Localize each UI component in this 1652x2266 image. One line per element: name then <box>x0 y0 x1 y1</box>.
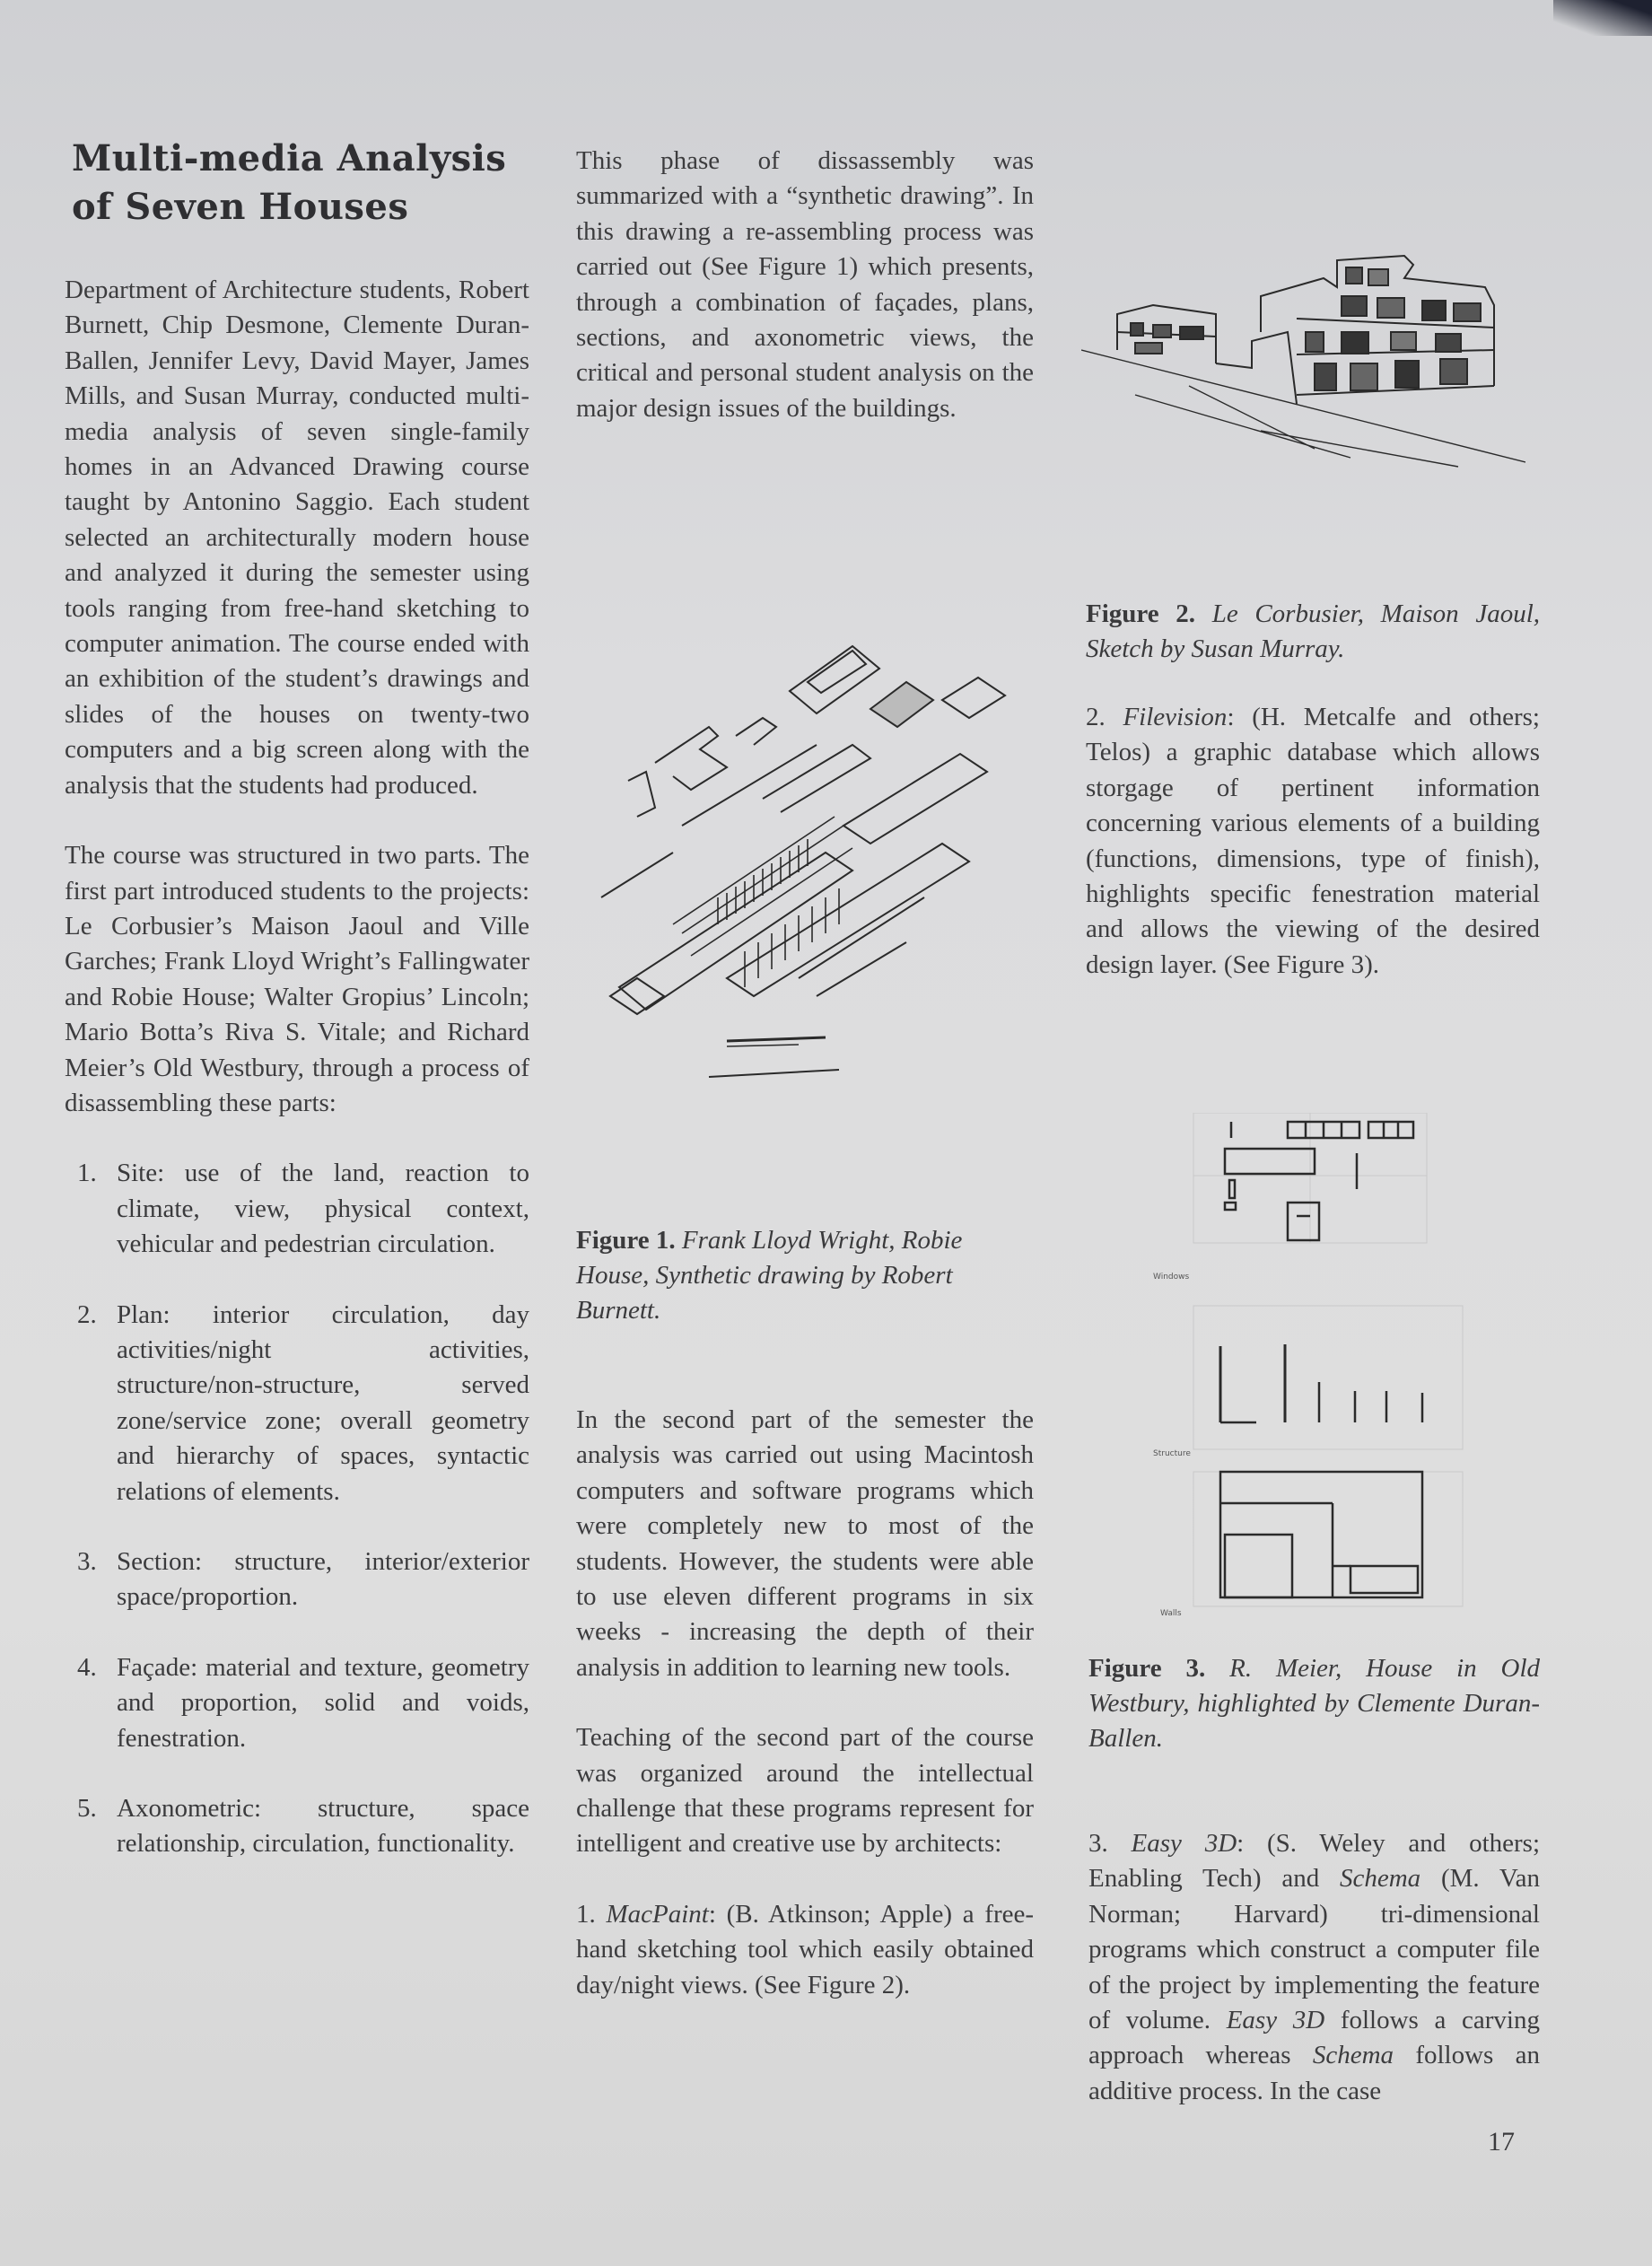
figure-3-caption <box>1088 1651 1540 1756</box>
title-line-2: of Seven Houses <box>72 186 409 228</box>
walls-layer-label: Walls <box>1160 1609 1182 1618</box>
structure-layer-label: Structure <box>1153 1449 1191 1458</box>
figure-1-axonometric-drawing <box>583 601 1014 1104</box>
middle-column-lower <box>576 1403 1034 2003</box>
figure-1-caption <box>576 1223 1034 1328</box>
figure-2-caption-text: Le Corbusier, Maison Jaoul, Sketch by Susan Murray. <box>1086 599 1540 663</box>
list-item: 2. Plan: interior circulation, day activities/night activities, structure/non-structure, served zone/service zone; overall geometry and hierarchy of spaces, syntactic relations of elements. <box>77 1299 529 1506</box>
middle-column <box>576 144 1034 426</box>
right-column-lower <box>1088 1826 1540 2109</box>
analysis-list <box>65 1156 529 1862</box>
figure-2-caption <box>1086 597 1540 667</box>
macpaint-paragraph: 1. MacPaint: (B. Atkinson; Apple) a free-hand sketching tool which easily obtained day/night views. (See Figure 2). <box>576 1899 1035 1999</box>
title-line-1: Multi-media Analysis <box>72 137 507 179</box>
figure-2-label: Figure 2. <box>1086 599 1196 628</box>
figure-1-caption-text: Frank Lloyd Wright, Robie House, Synthetic drawing by Robert Burnett. <box>576 1226 963 1325</box>
left-column <box>65 135 529 1897</box>
structure-paragraph: The course was structured in two parts. The first part introduced students to the projects: Le Corbusier’s Maison Jaoul and Ville Garches; Frank Lloyd Wright’s Fallingwater and Robie House; Walter Gropius’ Lincoln; Mario Botta’s Riva S. Vitale; and Richard Meier’s Old Westbury, through a process of disassembling these parts: <box>65 841 529 1117</box>
filevision-paragraph: 2. Filevision: (H. Metcalfe and others; Telos) a graphic database which allows storgage of pertinent information concerning various elements of a building (functions, dimensions, type of finish), highlights specific fenestration material and allows the viewing of the desired design layer. (See Figure 3). <box>1086 703 1540 979</box>
list-item: 4. Façade: material and texture, geometry and proportion, solid and voids, fenestration. <box>77 1652 529 1753</box>
list-item: 3. Section: structure, interior/exterior space/proportion. <box>77 1547 529 1612</box>
scan-corner-shadow <box>1553 0 1652 36</box>
figure-1-label: Figure 1. <box>576 1226 676 1255</box>
right-column-upper <box>1086 700 1540 983</box>
figure-3-layer-drawings <box>1149 1113 1481 1615</box>
second-part-paragraph: In the second part of the semester the analysis was carried out using Macintosh computers and software programs which were completely new to most of the students. However, the students were able to use eleven different programs in six weeks - increasing the depth of their analysis in addition to learning new tools. <box>576 1405 1034 1682</box>
easy3d-paragraph: 3. Easy 3D: (S. Weley and others; Enabling Tech) and Schema (M. Van Norman; Harvard) tri-dimensional programs which construct a computer file of the project by implementing the feature of volume. Easy 3D follows a carving approach whereas Schema follows an additive process. In the case <box>1088 1829 1541 2105</box>
page-number: 17 <box>1488 2127 1515 2157</box>
teaching-paragraph: Teaching of the second part of the course was organized around the intellectual challenge that these programs represent for intelligent and creative use by architects: <box>576 1723 1034 1859</box>
windows-layer-label: Windows <box>1153 1273 1190 1282</box>
article-title <box>72 135 529 232</box>
figure-3-label: Figure 3. <box>1088 1654 1206 1683</box>
intro-paragraph: Department of Architecture students, Robert Burnett, Chip Desmone, Clemente Duran-Ballen, Jennifer Levy, David Mayer, James Mills, and Susan Murray, conducted multi-media analysis of seven single-family homes in an Advanced Drawing course taught by Antonino Saggio. Each student selected an architecturally modern house and analyzed it during the semester using tools ranging from free-hand sketching to computer animation. The course ended with an exhibition of the student’s drawings and slides of the houses on twenty-two computers and a big screen along with the analysis that the students had produced. <box>65 276 529 800</box>
list-item: 1. Site: use of the land, reaction to climate, view, physical context, vehicular and pedestrian circulation. <box>77 1159 529 1259</box>
figure-2-maison-jaoul-sketch <box>1081 251 1525 476</box>
list-item: 5. Axonometric: structure, space relationship, circulation, functionality. <box>77 1794 529 1859</box>
figure-3-caption-text: R. Meier, House in Old Westbury, highlighted by Clemente Duran-Ballen. <box>1088 1654 1541 1753</box>
synthetic-drawing-paragraph: This phase of dissassembly was summarized with a “synthetic drawing”. In this drawing a re-assembling process was carried out (See Figure 1) which presents, through a combination of façades, plans, sections, and axonometric views, the critical and personal student analysis on the major design issues of the buildings. <box>576 146 1034 423</box>
